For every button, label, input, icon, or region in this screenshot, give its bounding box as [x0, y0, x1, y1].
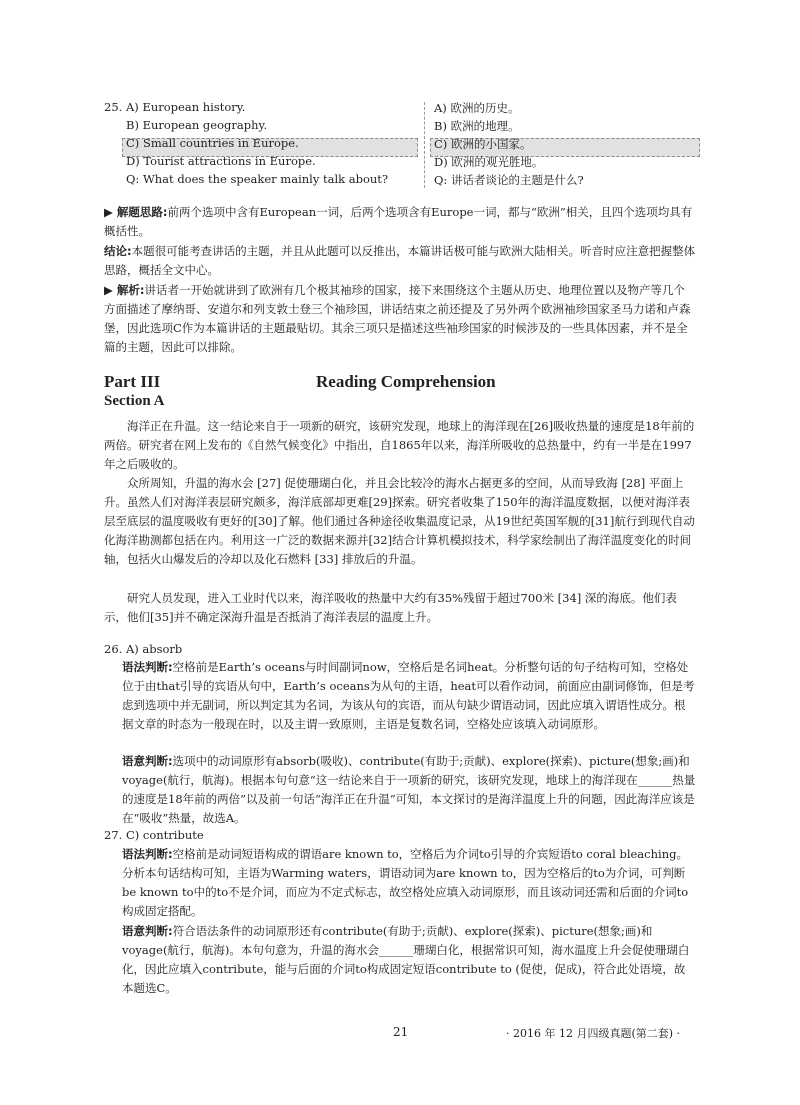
option-row	[104, 153, 698, 171]
conclusion-label: 结论:	[104, 244, 132, 258]
explanation-text: 讲话者一开始就讲到了欧洲有几个极其袖珍的国家，接下来围绕这个主题从历史、地理位置以及物产等几个方面描述了摩纳哥、安道尔和列支敦士登三个袖珍国，讲话结束之前还提及了另外两个欧洲袖珍国家圣马力诺和卢森堡，因此选项C作为本篇讲话的主题最贴切。其余三项只是描述这些袖珍国家的时候涉及的一些具体因素，并不是全篇的主题，因此可以排除。	[104, 283, 691, 354]
answer-26-heading: 26. A) absorb	[104, 642, 183, 656]
approach-text: 前两个选项中含有European一词，后两个选项含有Europe一词，都与“欧洲”相关，且四个选项均具有概括性。	[104, 205, 693, 238]
question-row	[104, 171, 698, 189]
option-row	[104, 135, 698, 153]
question-en: Q: What does the speaker mainly talk about?	[126, 172, 389, 186]
grammar-text: 空格前是动词短语构成的谓语are known to，空格后为介词to引导的介宾短语to coral bleaching。分析本句话结构可知，主语为Warming waters，谓语动词为are known to，因为空格后的to为介词，可判断be known to中的to不是介词，而应为不定式标志，故空格处应填入动词原形，而且该动词还需和后面的介词to构成固定搭配。	[122, 847, 689, 918]
meaning-label: 语意判断:	[122, 754, 173, 768]
approach-label: ▶ 解题思路:	[104, 205, 168, 219]
option-en: C) Small countries in Europe.	[126, 136, 299, 150]
grammar-label: 语法判断:	[122, 847, 173, 861]
answer-27-heading: 27. C) contribute	[104, 828, 204, 842]
option-row	[104, 99, 698, 117]
conclusion-text: 本题很可能考查讲话的主题，并且从此题可以反推出，本篇讲话极可能与欧洲大陆相关。听音时应注意把握整体思路，概括全文中心。	[104, 244, 696, 277]
option-zh: C) 欧洲的小国家。	[434, 137, 532, 151]
part-title: Part III	[104, 372, 161, 391]
explanation-label: ▶ 解析:	[104, 283, 145, 297]
passage-paragraph-1: 海洋正在升温。这一结论来自于一项新的研究，该研究发现，地球上的海洋现在[26]吸收热量的速度是18年前的两倍。研究者在网上发布的《自然气候变化》中指出，自1865年以来，海洋所吸收的总热量中，约有一半是在1997年之后吸收的。	[104, 419, 695, 471]
answer-27-grammar	[122, 845, 696, 921]
footer-source: · 2016 年 12 月四级真题(第二套) ·	[506, 1027, 681, 1040]
question-25-block	[104, 99, 698, 189]
answer-27-meaning	[122, 922, 696, 998]
option-en: D) Tourist attractions in Europe.	[126, 154, 316, 168]
section-title: Section A	[104, 393, 165, 409]
option-en: A) European history.	[126, 100, 246, 114]
passage-paragraph-3: 研究人员发现，进入工业时代以来，海洋吸收的热量中大约有35%残留于超过700米 [34] 深的海底。他们表示，他们[35]并不确定深海升温是否抵消了海洋表层的温度上升。	[104, 591, 677, 624]
answer-26-grammar	[122, 658, 696, 734]
option-row	[104, 117, 698, 135]
meaning-text: 符合语法条件的动词原形还有contribute(有助于;贡献)、explore(探索)、picture(想象;画)和voyage(航行，航海)。本句句意为，升温的海水会______珊瑚白化，根据常识可知，海水温度上升会促使珊瑚白化，因此应填入contribute，能与后面的介词to构成固定短语contribute to (促使，促成)，符合此处语境，故本题选C。	[122, 924, 690, 995]
approach-paragraph	[104, 203, 696, 241]
option-zh: B) 欧洲的地理。	[434, 119, 520, 133]
option-en: B) European geography.	[126, 118, 268, 132]
answer-26-meaning	[122, 752, 696, 828]
question-zh: Q: 讲话者谈论的主题是什么?	[434, 173, 584, 187]
option-zh: A) 欧洲的历史。	[434, 101, 520, 115]
grammar-text: 空格前是Earth’s oceans与时间副词now，空格后是名词heat。分析整句话的句子结构可知，空格处位于由that引导的宾语从句中，Earth’s oceans为从句的主语，heat可以看作动词，前面应由副词修饰，但是考虑到选项中并无副词，所以判定其为名词，为该从句的宾语，而从句缺少谓语动词，因此应填入谓语性成分。根据文章的时态为一般现在时，以及主谓一致原则，主语是复数名词，空格处应该填入动词原形。	[122, 660, 695, 731]
meaning-text: 选项中的动词原形有absorb(吸收)、contribute(有助于;贡献)、explore(探索)、picture(想象;画)和voyage(航行，航海)。根据本句句意“这一结论来自于一项新的研究，该研究发现，地球上的海洋现在______热量的速度是18年前的两倍”以及前一句话“海洋正在升温”可知，本文探讨的是海洋温度上升的问题，因此海洋应该是在“吸收”热量，故选A。	[122, 754, 696, 825]
meaning-label: 语意判断:	[122, 924, 173, 938]
option-zh: D) 欧洲的观光胜地。	[434, 155, 544, 169]
conclusion-paragraph	[104, 242, 696, 280]
passage-paragraph-2: 众所周知，升温的海水会 [27] 促使珊瑚白化，并且会比较冷的海水占据更多的空间，从而导致海 [28] 平面上升。虽然人们对海洋表层研究颇多，海洋底部却更难[29]探索。研究者收集了150年的海洋温度数据，以便对海洋表层至底层的温度吸收有更好的[30]了解。他们通过各种途径收集温度记录，从19世纪英国军舰的[31]航行到现代自动化海洋勘测都包括在内。利用这一广泛的数据来源并[32]结合计算机模拟技术，科学家绘制出了海洋温度变化的时间轴，包括火山爆发后的冷却以及化石燃料 [33] 排放后的升温。	[104, 476, 695, 566]
page-number: 21	[393, 1025, 409, 1039]
part-name: Reading Comprehension	[316, 372, 496, 391]
explanation-paragraph	[104, 281, 696, 357]
grammar-label: 语法判断:	[122, 660, 173, 674]
question-number: 25.	[104, 100, 123, 114]
